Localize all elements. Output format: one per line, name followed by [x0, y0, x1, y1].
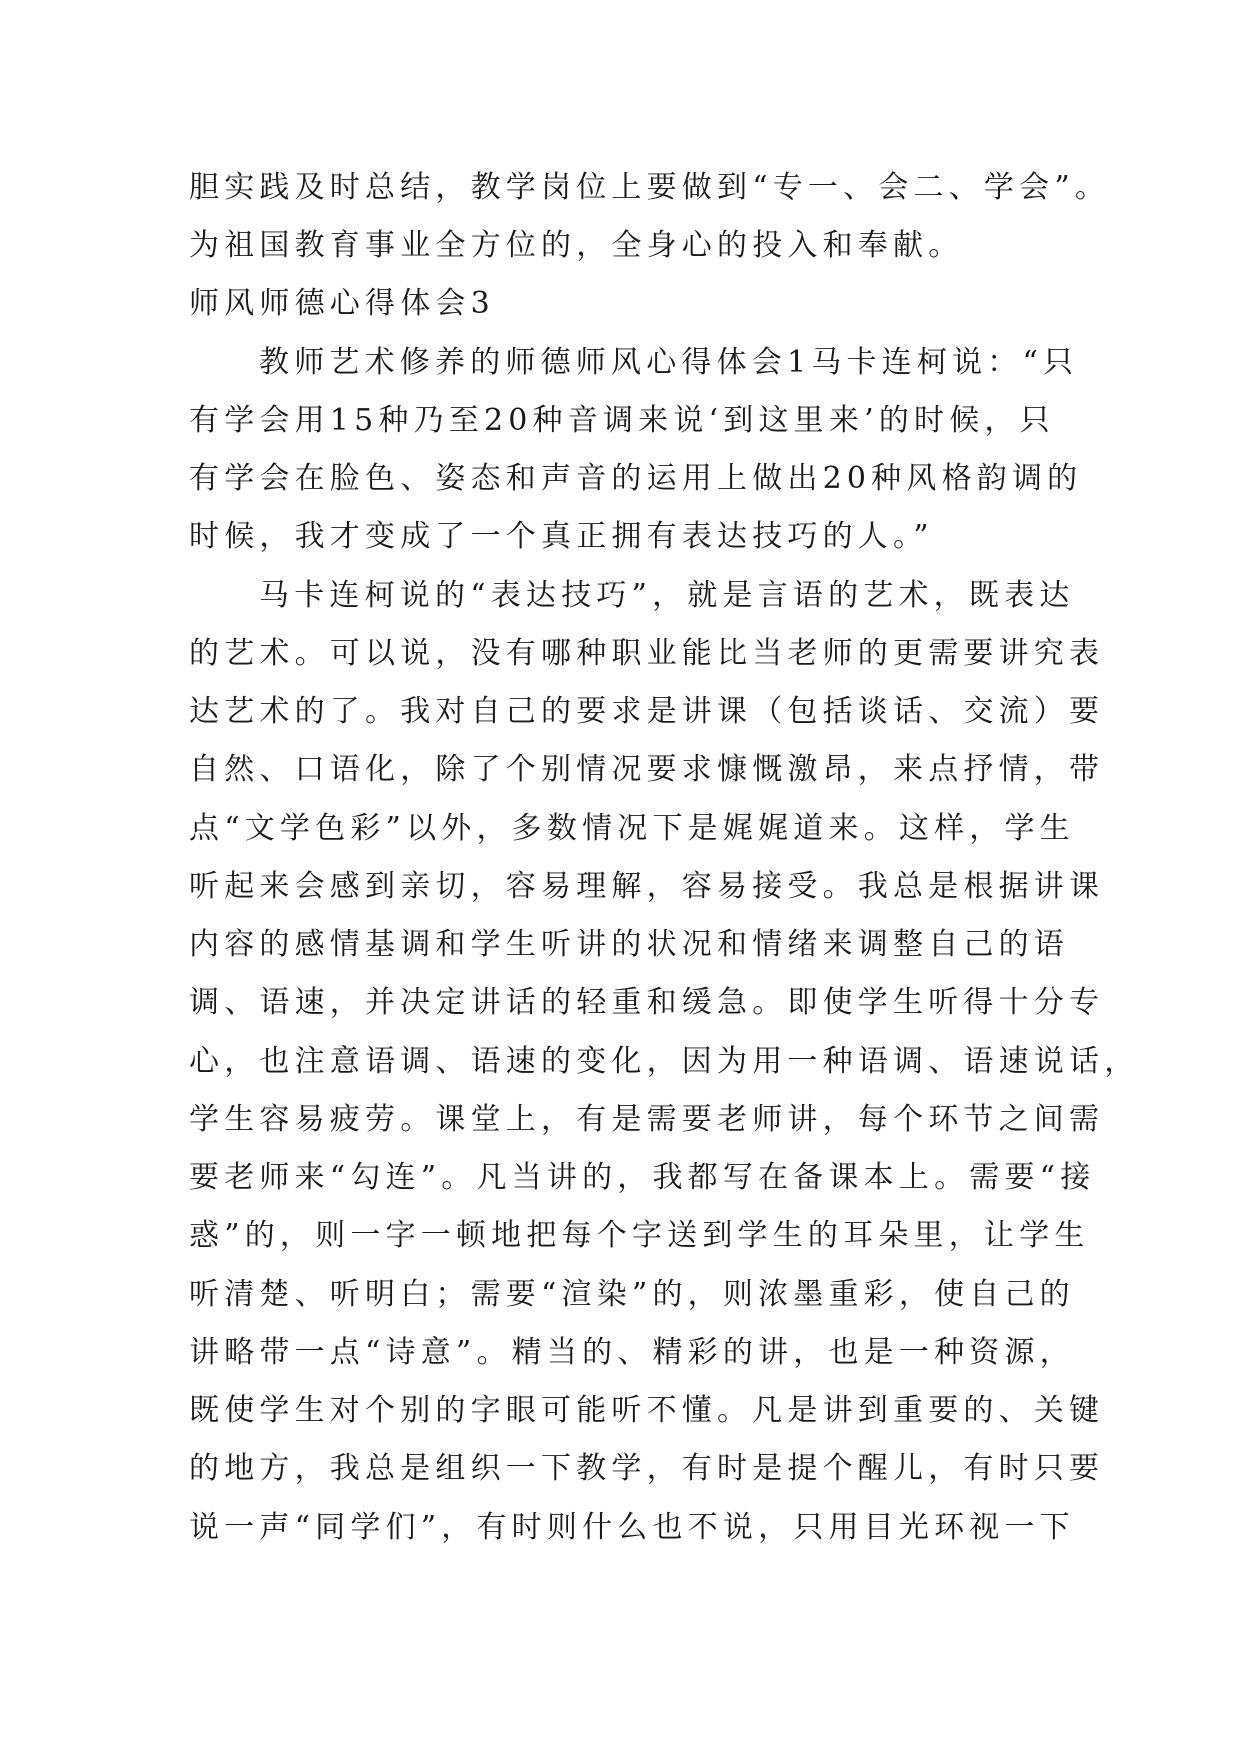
text-line: 的地方，我总是组织一下教学，有时是提个醒儿，有时只要 [189, 1451, 1105, 1486]
text-line: 点“文学色彩”以外，多数情况下是娓娓道来。这样，学生 [189, 811, 1075, 846]
text-line: 讲略带一点“诗意”。精当的、精彩的讲，也是一种资源， [189, 1335, 1075, 1370]
text-line: 既使学生对个别的字眼可能听不懂。凡是讲到重要的、关键 [189, 1393, 1105, 1428]
text-line: 胆实践及时总结，教学岗位上要做到“专一、会二、学会”。 [189, 170, 1111, 205]
text-line: 自然、口语化，除了个别情况要求慷慨激昂，来点抒情，带 [189, 752, 1105, 787]
text-line: 惑”的，则一字一顿地把每个字送到学生的耳朵里，让学生 [189, 1218, 1090, 1253]
text-line: 说一声“同学们”，有时则什么也不说，只用目光环视一下 [189, 1510, 1075, 1545]
text-line: 要老师来“勾连”。凡当讲的，我都写在备课本上。需要“接 [189, 1160, 1096, 1195]
text-line: 学生容易疲劳。课堂上，有是需要老师讲，每个环节之间需 [189, 1102, 1105, 1137]
text-line: 内容的感情基调和学生听讲的状况和情绪来调整自己的语 [189, 927, 1069, 962]
text-line: 有学会在脸色、姿态和声音的运用上做出20种风格韵调的 [189, 461, 1083, 496]
text-line: 心，也注意语调、语速的变化，因为用一种语调、语速说话， [189, 1044, 1140, 1079]
text-line: 时候，我才变成了一个真正拥有表达技巧的人。” [189, 519, 934, 554]
text-line: 听清楚、听明白；需要“渲染”的，则浓墨重彩，使自己的 [189, 1277, 1075, 1312]
paragraph-start-line: 教师艺术修养的师德师风心得体会1马卡连柯说：“只 [259, 345, 1079, 380]
text-line: 达艺术的了。我对自己的要求是讲课（包括谈话、交流）要 [189, 694, 1105, 729]
text-line: 调、语速，并决定讲话的轻重和缓急。即使学生听得十分专 [189, 985, 1105, 1020]
text-line: 有学会用15种乃至20种音调来说‘到这里来’的时候，只 [189, 403, 1055, 438]
text-line: 的艺术。可以说，没有哪种职业能比当老师的更需要讲究表 [189, 636, 1105, 671]
paragraph-start-line: 马卡连柯说的“表达技巧”，就是言语的艺术，既表达 [259, 578, 1075, 613]
text-line: 为祖国教育事业全方位的，全身心的投入和奉献。 [189, 228, 964, 263]
text-line: 听起来会感到亲切，容易理解，容易接受。我总是根据讲课 [189, 869, 1105, 904]
section-heading: 师风师德心得体会3 [189, 286, 495, 321]
